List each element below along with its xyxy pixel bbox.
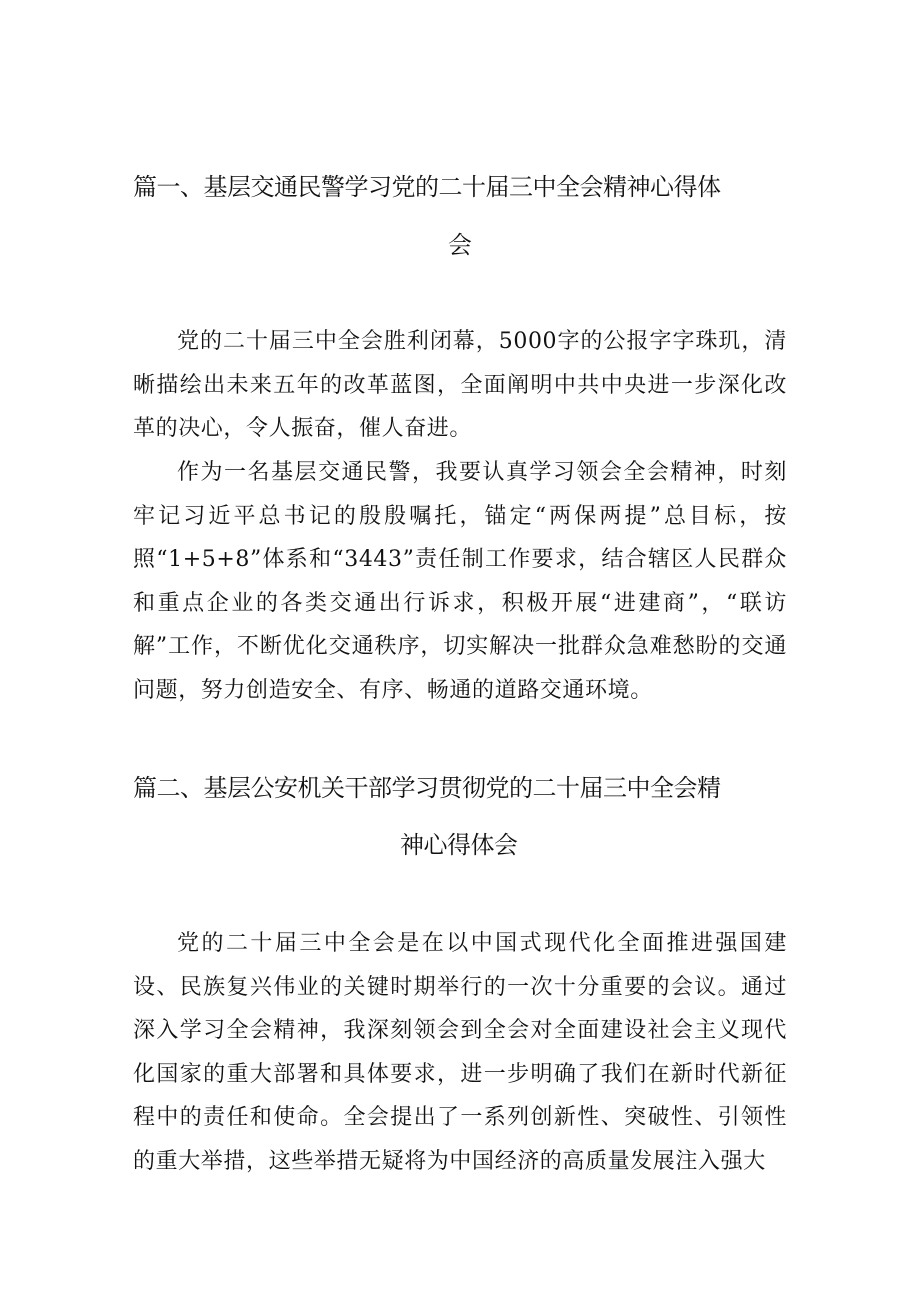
section1-paragraph-2: 作为一名基层交通民警，我要认真学习领会全会精神，时刻牢记习近平总书记的殷殷嘱托，锚定“两保两提”总目标，按照“1+5+8”体系和“3443”责任制工作要求，结合辖区人民群众和重点企业的各类交通出行诉求，积极开展“进建商”，“联访解”工作，不断优化交通秩序，切实解决一批群众急难愁盼的交通问题，努力创造安全、有序、畅通的道路交通环境。: [133, 460, 787, 703]
section2-paragraph-1: 党的二十届三中全会是在以中国式现代化全面推进强国建设、民族复兴伟业的关键时期举行的一次十分重要的会议。通过深入学习全会精神，我深刻领会到全会对全面建设社会主义现代化国家的重大部署和具体要求，进一步明确了我们在新时代新征程中的责任和使命。全会提出了一系列创新性、突破性、引领性的重大举措，这些举措无疑将为中国经济的高质量发展注入强大: [133, 931, 787, 1174]
section1-title-line2: 会: [448, 231, 472, 259]
section1-title-line1: 篇一、基层交通民警学习党的二十届三中全会精神心得体: [133, 173, 721, 201]
section2-title-line1: 篇二、基层公安机关干部学习贯彻党的二十届三中全会精: [133, 774, 721, 802]
section2-title-line2: 神心得体会: [400, 831, 518, 859]
section1-paragraph-1: 党的二十届三中全会胜利闭幕，5000字的公报字字珠玑，清晰描绘出未来五年的改革蓝图，全面阐明中共中央进一步深化改革的决心，令人振奋，催人奋进。: [133, 329, 787, 441]
